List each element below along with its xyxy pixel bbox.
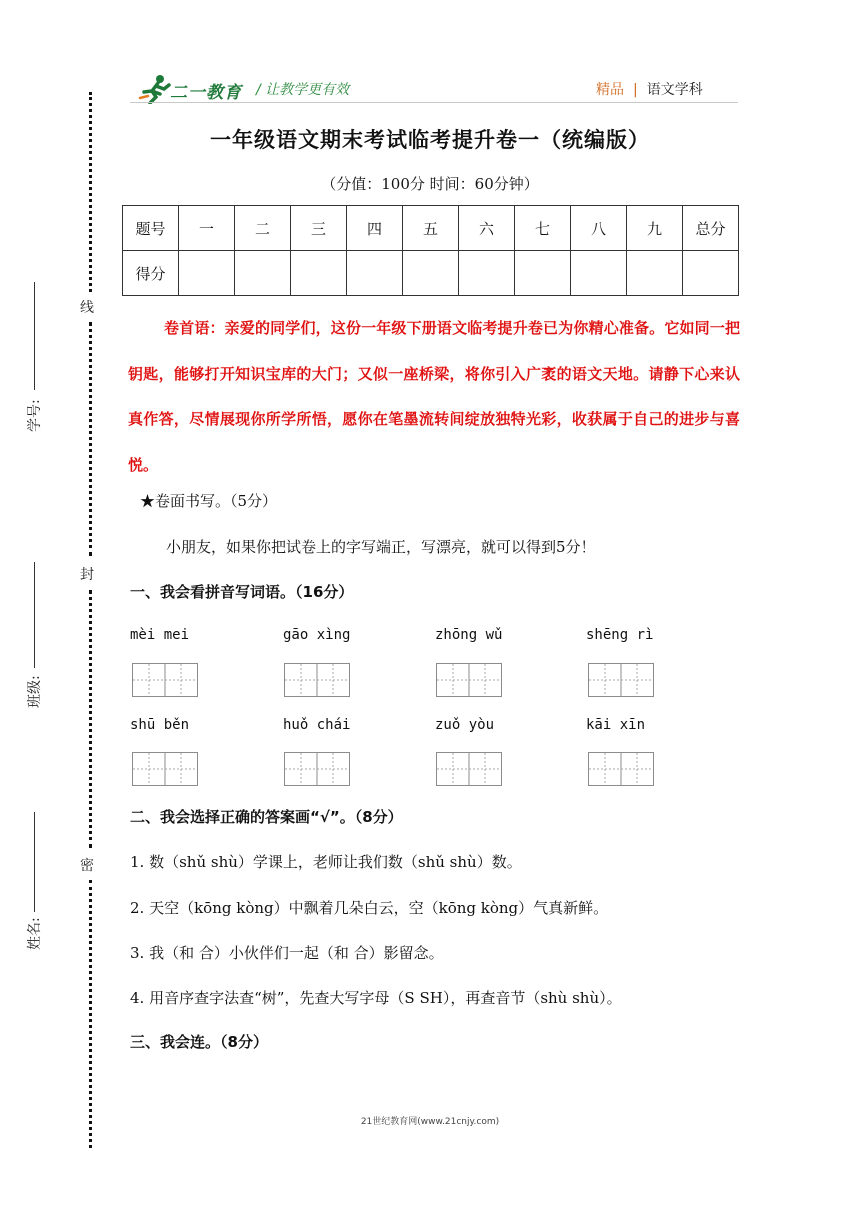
score-cell[interactable] <box>459 251 515 296</box>
score-cell[interactable] <box>627 251 683 296</box>
tianzige-box[interactable] <box>436 663 502 697</box>
score-cell[interactable] <box>403 251 459 296</box>
header-divider <box>130 102 738 103</box>
score-cell[interactable] <box>291 251 347 296</box>
pinyin-label: kāi xīn <box>586 717 646 733</box>
question-item: 4. 用音序查字法查“树”，先查大写字母（S SH），再查音节（shù shù）。 <box>130 989 622 1007</box>
class-label: 班级: <box>27 675 43 708</box>
pinyin-label: gāo xìng <box>283 627 351 643</box>
logo-text: 二一教育 <box>170 83 242 103</box>
tianzige-box[interactable] <box>132 663 198 697</box>
score-table-header-cell: 总分 <box>683 206 739 251</box>
score-table-header-cell: 三 <box>291 206 347 251</box>
score-table <box>122 205 739 296</box>
score-table-header-cell: 四 <box>347 206 403 251</box>
score-table-header-cell: 题号 <box>123 206 179 251</box>
score-table-header-cell: 一 <box>179 206 235 251</box>
pinyin-label: mèi mei <box>130 627 190 643</box>
intro-text: 卷首语：亲爱的同学们，这份一年级下册语文临考提升卷已为你精心准备。它如同一把钥匙，能够打开知识宝库的大门；又似一座桥梁，将你引入广袤的语文天地。请静下心来认真作答，尽情展现你所学所悟，愿你在笔墨流转间绽放独特光彩，收获属于自己的进步与喜悦。 <box>128 319 740 474</box>
score-cell[interactable] <box>347 251 403 296</box>
handwriting-title: ★卷面书写。（5分） <box>140 492 278 510</box>
score-row-label: 得分 <box>123 251 179 296</box>
binding-dash-line <box>89 322 92 556</box>
score-cell[interactable] <box>179 251 235 296</box>
name-field[interactable] <box>34 812 35 912</box>
tianzige-box[interactable] <box>436 752 502 786</box>
question-item: 1. 数（shǔ shù）学课上，老师让我们数（shǔ shù）数。 <box>130 853 522 871</box>
tianzige-box[interactable] <box>588 663 654 697</box>
header-right <box>596 79 703 99</box>
binding-dash-line <box>89 880 92 1148</box>
tianzige-box[interactable] <box>132 752 198 786</box>
score-table-row <box>123 251 739 296</box>
binding-char-mi: 密 <box>80 858 94 874</box>
score-cell[interactable] <box>235 251 291 296</box>
section2-title: 二、我会选择正确的答案画“√”。（8分） <box>130 808 403 826</box>
score-table-header-cell: 六 <box>459 206 515 251</box>
pinyin-label: zhōng wǔ <box>435 627 503 643</box>
section3-title: 三、我会连。（8分） <box>130 1033 268 1051</box>
section1-title: 一、我会看拼音写词语。（16分） <box>130 583 354 601</box>
student-id-field[interactable] <box>34 282 35 390</box>
binding-char-feng: 封 <box>80 567 94 583</box>
score-table-header-cell: 九 <box>627 206 683 251</box>
pinyin-label: shēng rì <box>586 627 654 643</box>
score-cell[interactable] <box>571 251 627 296</box>
name-label: 姓名: <box>27 917 43 950</box>
class-field[interactable] <box>34 562 35 668</box>
page-footer: 21世纪教育网(www.21cnjy.com) <box>360 1117 500 1127</box>
header-separator: | <box>633 82 638 98</box>
binding-dash-line <box>89 590 92 848</box>
handwriting-text: 小朋友，如果你把试卷上的字写端正，写漂亮，就可以得到5分！ <box>166 538 596 556</box>
score-table-header-cell: 七 <box>515 206 571 251</box>
tianzige-box[interactable] <box>284 752 350 786</box>
subject-label: 语文学科 <box>646 82 703 98</box>
pinyin-label: zuǒ yòu <box>435 717 495 733</box>
score-table-header-cell: 二 <box>235 206 291 251</box>
score-cell[interactable] <box>515 251 571 296</box>
page-subtitle: （分值：100分 时间：60分钟） <box>321 175 539 193</box>
score-table-header-cell: 五 <box>403 206 459 251</box>
question-item: 3. 我（和 合）小伙伴们一起（和 合）影留念。 <box>130 944 444 962</box>
premium-label: 精品 <box>596 82 624 98</box>
binding-char-xian: 线 <box>80 300 94 316</box>
score-table-header-row <box>123 206 739 251</box>
tianzige-box[interactable] <box>284 663 350 697</box>
question-item: 2. 天空（kōng kòng）中飘着几朵白云，空（kōng kòng）气真新鲜。 <box>130 899 609 917</box>
slogan: / 让教学更有效 <box>256 82 350 98</box>
running-man-icon <box>138 74 174 104</box>
pinyin-label: shū běn <box>130 717 190 733</box>
tianzige-box[interactable] <box>588 752 654 786</box>
student-id-label: 学号: <box>27 399 43 432</box>
score-table-header-cell: 八 <box>571 206 627 251</box>
score-cell[interactable] <box>683 251 739 296</box>
page-title: 一年级语文期末考试临考提升卷一（统编版） <box>210 128 650 152</box>
pinyin-label: huǒ chái <box>283 717 351 733</box>
